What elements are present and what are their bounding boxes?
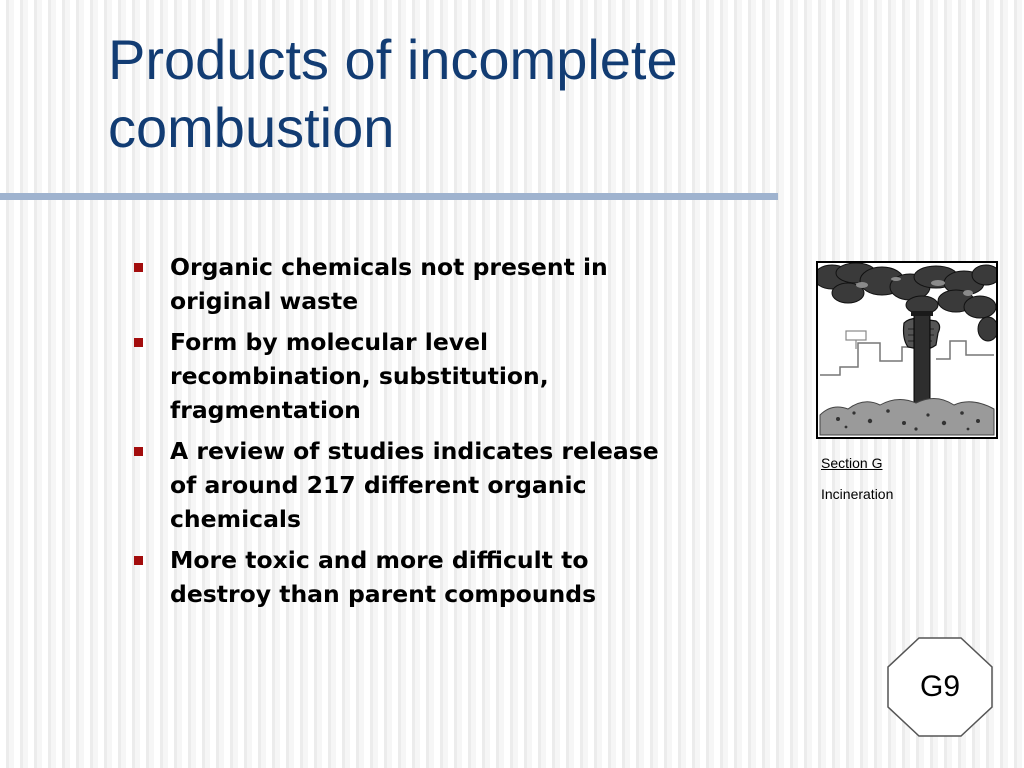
- incinerator-illustration: [816, 261, 998, 439]
- slide-title-line-2: combustion: [108, 96, 395, 159]
- slide-title-line-1: Products of incomplete: [108, 28, 678, 91]
- smokestack-drawing-icon: [818, 263, 996, 437]
- bullet-item-toxicity: [130, 543, 770, 611]
- bullet-square-icon: [134, 556, 143, 565]
- bullet-item-review-of-studies: [130, 434, 770, 536]
- bullet-text-line: Organic chemicals not present in: [170, 253, 608, 281]
- bullet-list: [130, 250, 770, 618]
- section-link[interactable]: Section G: [821, 455, 883, 471]
- slide-title: [108, 26, 988, 162]
- section-topic-label: Incineration: [821, 486, 894, 502]
- bullet-text-line: Form by molecular level: [170, 328, 489, 356]
- bullet-text-line: More toxic and more difficult to: [170, 546, 589, 574]
- bullet-item-formation: [130, 325, 770, 427]
- slide-number-badge: [886, 637, 994, 737]
- bullet-item-organic-chemicals: [130, 250, 770, 318]
- bullet-square-icon: [134, 338, 143, 347]
- title-underline-rule: [0, 193, 778, 200]
- bullet-text-line: fragmentation: [170, 396, 361, 424]
- bullet-square-icon: [134, 447, 143, 456]
- bullet-square-icon: [134, 263, 143, 272]
- bullet-text-line: destroy than parent compounds: [170, 580, 597, 608]
- bullet-text-line: original waste: [170, 287, 359, 315]
- badge-label: G9: [919, 670, 961, 703]
- bullet-text-line: recombination, substitution,: [170, 362, 549, 390]
- bullet-text-line: chemicals: [170, 505, 301, 533]
- bullet-text-line: A review of studies indicates release: [170, 437, 659, 465]
- bullet-text-line: of around 217 different organic: [170, 471, 587, 499]
